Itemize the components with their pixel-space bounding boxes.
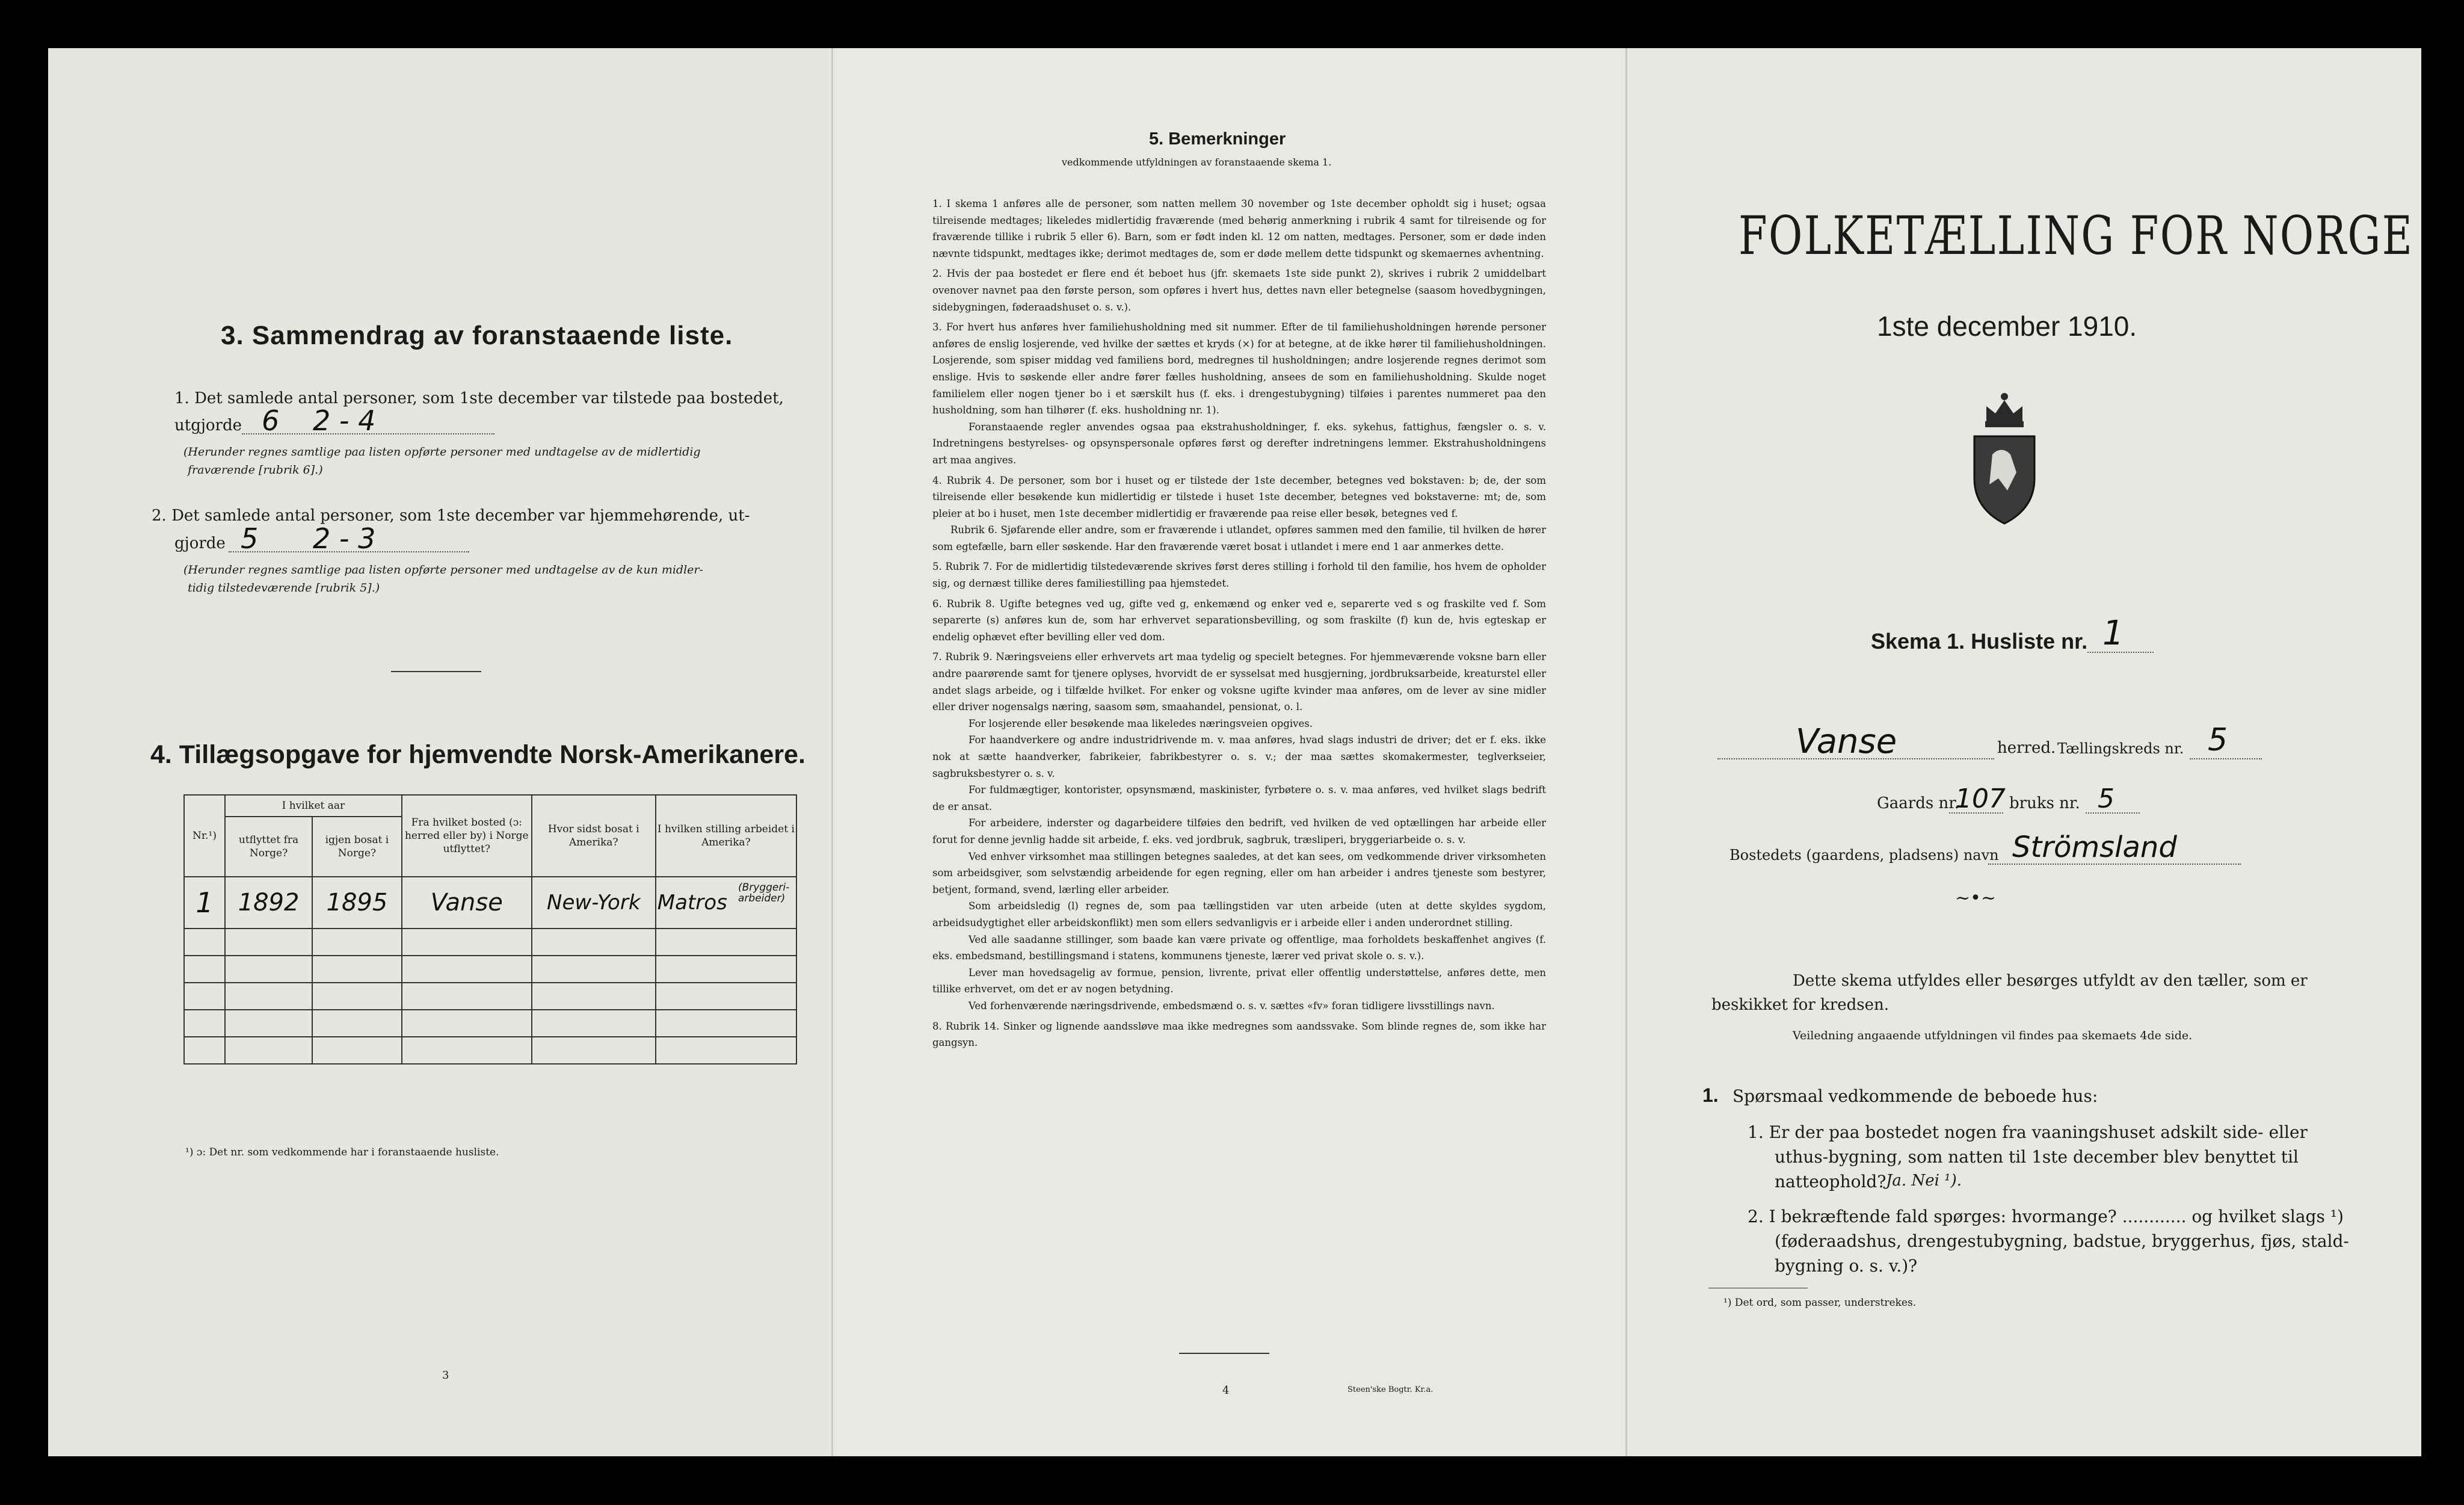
rule-paragraph: 6. Rubrik 8. Ugifte betegnes ved ug, gifte ved g, enkemænd og enker ved e, separerte ved s og fraskilte ved f. Som separerte (s) anføres kun de, som har erhvervet separationsbevilling, og som fraskilte (f) kun de, hvis egteskap er endelig ophævet efter bevilling eller ved dom. (932, 598, 1546, 643)
row-where: New-York (532, 877, 656, 929)
house-q2-line1: 2. I bekræftende fald spørges: hvormange? ............ og hvilket slags ¹) (1748, 1207, 2344, 1226)
house-q2-line2: (føderaadshus, drengestubygning, badstue, bryggerhus, fjøs, stald- (1775, 1231, 2349, 1251)
house-q2-line3: bygning o. s. v.)? (1775, 1256, 1918, 1276)
rule-paragraph: Lever man hovedsagelig av formue, pension, livrente, privat eller offentlig understøttelse, anføres dette, men tillike erhvervet, om det er av nogen betydning. (932, 966, 1546, 995)
divider (1179, 1353, 1269, 1354)
q2-text: 2. Det samlede antal personer, som 1ste december var hjemmehørende, ut- (152, 507, 750, 525)
bemerkninger-title: 5. Bemerkninger (1149, 129, 1286, 149)
instruction-small: Veiledning angaaende utfyldningen vil findes paa skemaets 4de side. (1793, 1029, 2193, 1042)
bosted-value: Strömsland (2012, 830, 2177, 864)
schema-label: Skema 1. Husliste nr. (1871, 629, 2088, 654)
left-page-number: 3 (442, 1369, 449, 1382)
row-job (656, 877, 796, 929)
printer-mark: Steen'ske Bogtr. Kr.a. (1348, 1385, 1434, 1394)
middle-page (833, 48, 1627, 1456)
rule-paragraph: 2. Hvis der paa bostedet er flere end ét beboet hus (jfr. skemaets 1ste side punkt 2), skrives i rubrik 2 umiddelbart ovenover navnet paa den første person, som opføres i hvert hus, dettes navn eller betegnelse (saasom hovedbygningen, sidebygningen, føderaadshuset o. s. v.). (932, 268, 1546, 313)
census-date: 1ste december 1910. (1877, 311, 2137, 342)
rule-paragraph: Rubrik 6. Sjøfarende eller andre, som er fraværende i utlandet, opføres sammen med den familie, til hvilken de hører som egtefælle, barn eller søskende. Har den fraværende været bosat i utlandet i mere end 1 aar anmerkes dette. (932, 524, 1546, 552)
right-footnote: ¹) Det ord, som passer, understrekes. (1723, 1297, 1917, 1309)
coat-of-arms-icon (1968, 388, 2040, 527)
house-q1-answer[interactable]: Ja. Nei ¹). (1886, 1172, 1962, 1190)
right-page (1627, 48, 2421, 1456)
row-nr: 1 (184, 877, 225, 929)
row-from: Vanse (402, 877, 532, 929)
row-back: 1895 (312, 877, 402, 929)
rule-paragraph: Foranstaaende regler anvendes ogsaa paa ekstrahusholdninger, f. eks. sykehus, fattighus, fængsler o. s. v. Indretningens bestyrelses- og opsynspersonale opføres først og derefter indretningens lemmer. Ekstrahusholdningens art maa angives. (932, 421, 1546, 466)
q1-note-2: fraværende [rubrik 6].) (188, 463, 323, 477)
row-job-note: (Bryggeri-arbeider) (738, 882, 790, 904)
bemerkninger-subtitle: vedkommende utfyldningen av foranstaaende skema 1. (1062, 156, 1332, 168)
bosted-label: Bostedets (gaardens, pladsens) navn (1729, 847, 1999, 864)
rule-paragraph: For losjerende eller besøkende maa likeledes næringsveien opgives. (969, 717, 1313, 729)
house-q1-line2: uthus-bygning, som natten til 1ste december blev benyttet til (1775, 1147, 2299, 1167)
q1-note-1: (Herunder regnes samtlige paa listen opførte personer med undtagelse av de midlertidig (183, 445, 701, 459)
gaards-label: Gaards nr. (1877, 794, 1960, 812)
q-header: Spørsmaal vedkommende de beboede hus: (1732, 1086, 2098, 1106)
q1-text: 1. Det samlede antal personer, som 1ste december var tilstede paa bostedet, (174, 389, 784, 407)
tk-value: 5 (2208, 722, 2228, 758)
main-title: FOLKETÆLLING FOR NORGE (1739, 205, 2414, 267)
q1-prefix: utgjorde (174, 416, 242, 434)
row-job-title: Matros (657, 891, 727, 915)
schema-value: 1 (2102, 614, 2124, 653)
section4-title: 4. Tillægsopgave for hjemvendte Norsk-Amerikanere. (150, 740, 805, 769)
rule-paragraph: Ved enhver virksomhet maa stillingen betegnes saaledes, at det kan sees, om vedkommende driver virksomheten som arbeidsgiver, som selvstændig arbeidende for egen regning, eller om han arbeider i andres tjeneste som bestyrer, betjent, formand, svend, lærling eller arbeider. (932, 850, 1546, 895)
rule-paragraph: 1. I skema 1 anføres alle de personer, som natten mellem 30 november og 1ste december opholdt sig i huset; ogsaa tilreisende medtages; likeledes midlertidig fraværende (med behørig anmerkning i rubrik 4 samt for tilreisende og for fraværende tillike i rubrik 5 eller 6). Barn, som er født inden kl. 12 om natten, medtages. Personer, som er døde inden nævnte tidspunkt, medtages ikke; derimot medtages de, som er døde mellem dette tidspunkt og skemaernes avhentning. (932, 198, 1546, 259)
herred-value: Vanse (1796, 722, 1897, 761)
header-job: I hvilken stilling arbeidet i Amerika? (656, 795, 796, 877)
rule-paragraph: 7. Rubrik 9. Næringsveiens eller erhvervets art maa tydelig og specielt betegnes. For hjemmeværende voksne barn eller andre paarørende samt for tjenere oplyses, hvorvidt de er sysselsat med husgjerning, jordbruksarbeide, kreaturstel eller andet slags arbeide, og i tilfælde hvilket. For enker og voksne ugifte kvinder maa anføres, om de lever av sine midler eller driver nogensalgs næring, saasom søm, smaahandel, pensionat, o. l. (932, 651, 1546, 713)
left-footnote: ¹) ɔ: Det nr. som vedkommende har i foranstaaende husliste. (185, 1146, 499, 1158)
house-q1-line3: natteophold? (1775, 1172, 1886, 1191)
rule-paragraph: 4. Rubrik 4. De personer, som bor i huset og er tilstede der 1ste december, betegnes ved bokstaven: b; de, der som tilreisende eller besøkende kun midlertidig er tilstede i huset 1ste december, betegnes ved bokstaverne: mt; de, som pleier at bo i huset, men 1ste december midlertidig er fraværende paa reise eller besøk, betegnes ved f. (932, 474, 1546, 519)
rule-paragraph: Ved forhenværende næringsdrivende, embedsmænd o. s. v. sættes «fv» foran tidligere livsstillings navn. (969, 1000, 1495, 1012)
q-header-num: 1. (1702, 1084, 1719, 1106)
header-year: I hvilket aar (225, 795, 402, 817)
tk-label: Tællingskreds nr. (2057, 740, 2184, 757)
rule-paragraph: For fuldmægtiger, kontorister, opsynsmænd, maskinister, fyrbøtere o. s. v. maa anføres, ved hvilket slags bedrift de er ansat. (932, 784, 1546, 812)
header-where: Hvor sidst bosat i Amerika? (532, 795, 656, 877)
tk-fill-line (2190, 758, 2262, 759)
left-page (48, 48, 833, 1456)
q1-value-b: 2 - 4 (313, 404, 376, 437)
q1-value-a: 6 (262, 404, 280, 437)
q2-value-a: 5 (241, 522, 259, 555)
middle-page-number: 4 (1222, 1384, 1230, 1397)
q2-prefix: gjorde (174, 534, 226, 552)
bruks-value: 5 (2098, 783, 2114, 814)
rule-paragraph: 3. For hvert hus anføres hver familiehusholdning med sit nummer. Efter de til familiehusholdningen hørende personer anføres de enslig losjerende, ved hvilke der sættes et kryds (×) for at betegne, at de ikke hører til familiehusholdningen. Losjerende, som spiser middag ved familiens bord, medregnes til husholdningen; andre losjerende regnes derimot som enslige. Hvis to søskende eller andre fører fælles husholdning, ansees de som en familiehusholdning. Skulde noget familielem eller nogen tjener bo i et særskilt hus (f. eks. i drengestubygning) tilføies i parentes nummeret paa den husholdning, som han tilhører (f. eks. husholdning nr. 1). (932, 321, 1546, 416)
ornament-icon: ~•~ (1955, 888, 1996, 909)
instruction-2: beskikket for kredsen. (1711, 996, 1889, 1014)
header-back: igjen bosat i Norge? (312, 817, 402, 877)
q2-note-2: tidig tilstedeværende [rubrik 5].) (188, 581, 380, 595)
gaards-value: 107 (1955, 783, 2006, 814)
header-out: utflyttet fra Norge? (225, 817, 312, 877)
rule-paragraph: 5. Rubrik 7. For de midlertidig tilstedeværende skrives først deres stilling i forhold til den familie, hos hvem de opholder sig, og dernæst tillike deres familiestilling paa hjemstedet. (932, 561, 1546, 590)
rule-paragraph: Som arbeidsledig (l) regnes de, som paa tællingstiden var uten arbeide (uten at dette skyldes sygdom, arbeidsudygtighet eller arbeidskonflikt) men som ellers sedvanligvis er i arbeide eller i anden underordnet stilling. (932, 900, 1546, 929)
q2-value-b: 2 - 3 (313, 522, 376, 555)
header-from: Fra hvilket bosted (ɔ: herred eller by) i Norge utflyttet? (402, 795, 532, 877)
instruction-1: Dette skema utfyldes eller besørges utfyldt av den tæller, som er (1793, 972, 2308, 990)
rules-text (932, 196, 1546, 1051)
rule-paragraph: For haandverkere og andre industridrivende m. v. maa anføres, hvad slags industri de driver; det er f. eks. ikke nok at sætte haandverker, fabrikeier, fabrikbestyrer o. s. v.; der maa sættes skomakermester, teglverkseier, sagbruksbestyrer o. s. v. (932, 734, 1546, 779)
bruks-label: bruks nr. (2009, 794, 2080, 812)
row-out: 1892 (225, 877, 312, 929)
section3-title: 3. Sammendrag av foranstaaende liste. (221, 321, 733, 350)
house-q1-line1: 1. Er der paa bostedet nogen fra vaaningshuset adskilt side- eller (1748, 1122, 2308, 1142)
herred-label: herred. (1997, 739, 2056, 757)
divider (391, 671, 481, 672)
q2-note-1: (Herunder regnes samtlige paa listen opførte personer med undtagelse av de kun midler- (183, 563, 703, 576)
rule-paragraph: For arbeidere, inderster og dagarbeidere tilføies den bedrift, ved hvilken de ved optællingen har arbeide eller forut for denne jevnlig hadde sit arbeide, f. eks. ved jordbruk, sagbruk, træsliperi, bryggeriarbeide o. s. v. (932, 817, 1546, 845)
rule-paragraph: 8. Rubrik 14. Sinker og lignende aandssløve maa ikke medregnes som aandssvake. Som blinde regnes de, som ikke har gangsyn. (932, 1020, 1546, 1049)
header-nr: Nr.¹) (184, 795, 225, 877)
norsk-amerikanere-table (183, 794, 797, 1065)
rule-paragraph: Ved alle saadanne stillinger, som baade kan være private og offentlige, maa forholdets beskaffenhet angives (f. eks. embedsmand, bestillingsmand i statens, kommunens tjeneste, lærer ved privat skole o. s. v.). (932, 933, 1546, 962)
